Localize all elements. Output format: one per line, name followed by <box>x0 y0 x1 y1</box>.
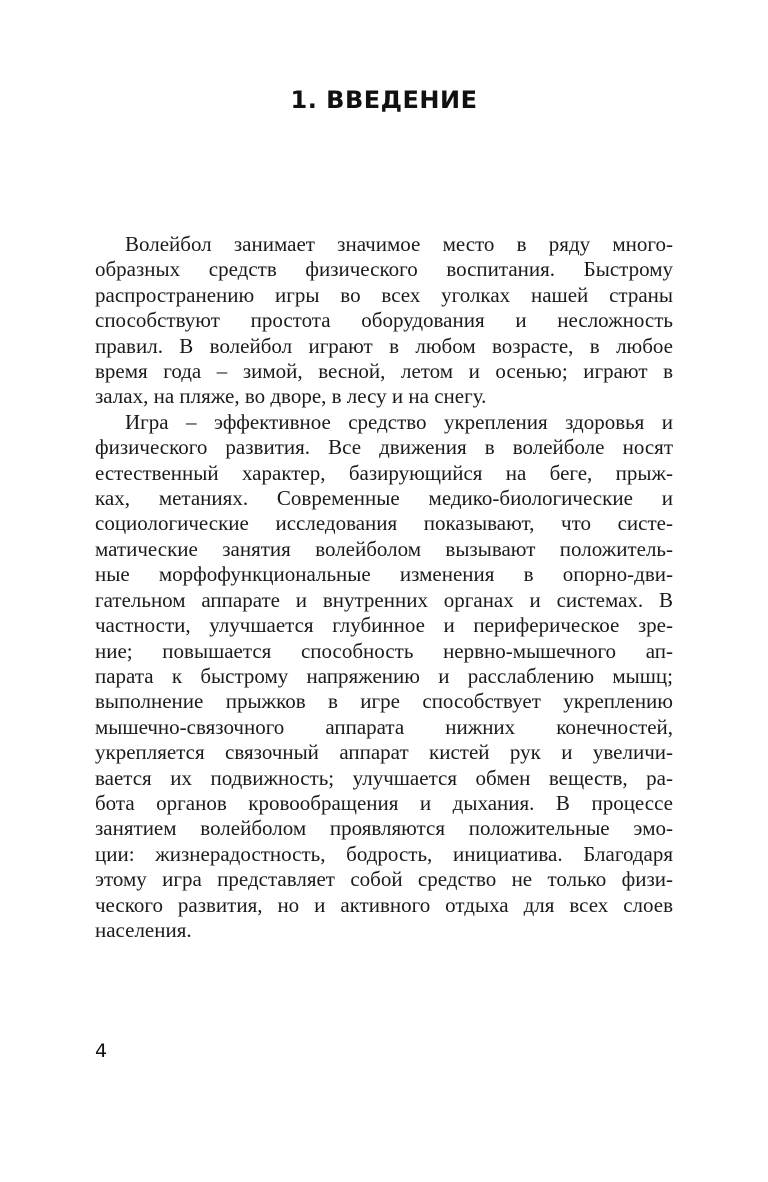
text-line: вается их подвижность; улучшается обмен веществ, ра- <box>95 765 673 790</box>
text-line: укрепляется связочный аппарат кистей рук и увеличи- <box>95 740 673 765</box>
body-text <box>95 232 673 943</box>
text-line: частности, улучшается глубинное и периферическое зре- <box>95 613 673 638</box>
text-line: гательном аппарате и внутренних органах и системах. В <box>95 587 673 612</box>
paragraph-1 <box>95 232 673 410</box>
text-line: матические занятия волейболом вызывают положитель- <box>95 536 673 561</box>
text-line: бота органов кровообращения и дыхания. В процессе <box>95 790 673 815</box>
page-number: 4 <box>95 1040 108 1062</box>
text-line: социологические исследования показывают, что систе- <box>95 511 673 536</box>
text-line: мышечно-связочного аппарата нижних конечностей, <box>95 714 673 739</box>
text-line: выполнение прыжков в игре способствует укреплению <box>95 689 673 714</box>
text-line: ные морфофункциональные изменения в опорно-дви- <box>95 562 673 587</box>
paragraph-2 <box>95 410 673 944</box>
text-line: населения. <box>95 917 192 942</box>
text-line: занятием волейболом проявляются положительные эмо- <box>95 816 673 841</box>
text-line: способствуют простота оборудования и несложность <box>95 308 673 333</box>
text-line: время года – зимой, весной, летом и осенью; играют в <box>95 359 673 384</box>
text-line: парата к быстрому напряжению и расслаблению мышц; <box>95 663 673 688</box>
text-line: ках, метаниях. Современные медико-биологические и <box>95 486 673 511</box>
chapter-title: 1. ВВЕДЕНИЕ <box>290 86 478 114</box>
text-line: естественный характер, базирующийся на беге, прыж- <box>95 460 673 485</box>
text-line: Игра – эффективное средство укрепления здоровья и <box>125 409 673 434</box>
text-line: ческого развития, но и активного отдыха для всех слоев <box>95 892 673 917</box>
text-line: ции: жизнерадостность, бодрость, инициатива. Благодаря <box>95 841 673 866</box>
text-line: Волейбол занимает значимое место в ряду много- <box>125 232 673 256</box>
text-line: физического развития. Все движения в волейболе носят <box>95 435 673 460</box>
text-line: залах, на пляже, во дворе, в лесу и на снегу. <box>95 384 487 409</box>
text-line: правил. В волейбол играют в любом возрасте, в любое <box>95 333 673 358</box>
text-line: этому игра представляет собой средство не только физи- <box>95 867 673 892</box>
text-line: распространению игры во всех уголках нашей страны <box>95 282 673 307</box>
text-line: образных средств физического воспитания. Быстрому <box>95 257 673 282</box>
text-line: ние; повышается способность нервно-мышечного ап- <box>95 638 673 663</box>
